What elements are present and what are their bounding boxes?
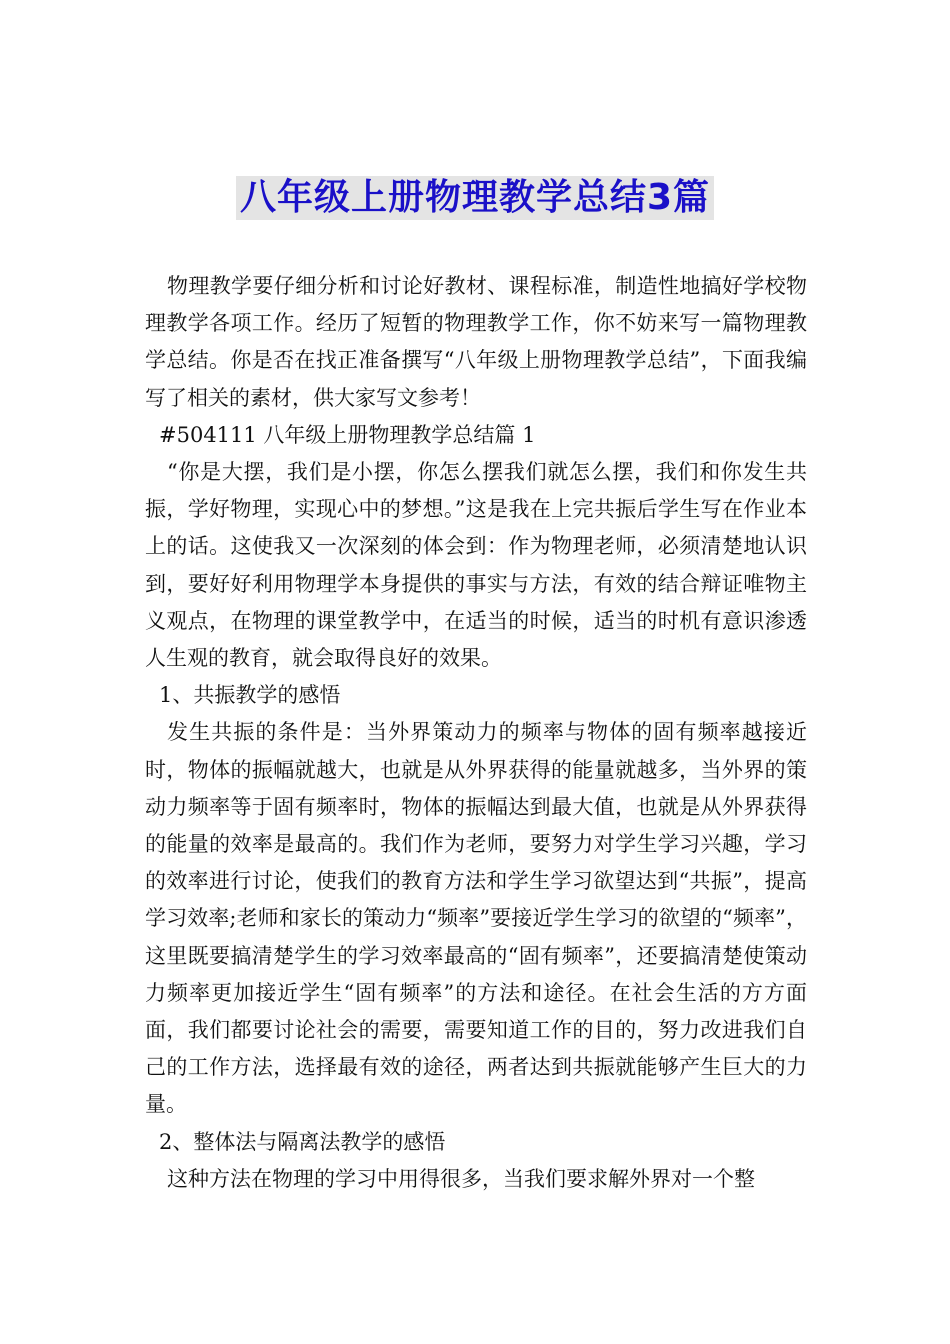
section-heading-article-1: #504111 八年级上册物理教学总结篇 1 xyxy=(159,422,536,447)
body-paragraph: “你是大摆，我们是小摆，你怎么摆我们就怎么摆，我们和你发生共振，学好物理，实现心中的梦想。”这是我在上完共振后学生写在作业本上的话。这使我又一次深刻的体会到：作为物理老师，必须清楚地认识到，要好好利用物理学本身提供的事实与方法，有效的结合辩证唯物主义观点，在物理的课堂教学中，在适当的时候，适当的时机有意识渗透人生观的教育，就会取得良好的效果。 xyxy=(145,460,807,671)
document-body xyxy=(145,268,807,1198)
body-paragraph: 这种方法在物理的学习中用得很多，当我们要求解外界对一个整 xyxy=(167,1166,755,1191)
title-container xyxy=(0,176,950,220)
subheading-whole-isolation: 2、整体法与隔离法教学的感悟 xyxy=(159,1129,446,1154)
subheading-resonance: 1、共振教学的感悟 xyxy=(159,683,341,708)
intro-paragraph: 物理教学要仔细分析和讨论好教材、课程标准，制造性地搞好学校物理教学各项工作。经历了短暂的物理教学工作，你不妨来写一篇物理教学总结。你是否在找正准备撰写“八年级上册物理教学总结”，下面我编写了相关的素材，供大家写文参考！ xyxy=(145,274,807,410)
document-title: 八年级上册物理教学总结3篇 xyxy=(236,176,714,220)
body-paragraph: 发生共振的条件是：当外界策动力的频率与物体的固有频率越接近时，物体的振幅就越大，也就是从外界获得的能量就越多，当外界的策动力频率等于固有频率时，物体的振幅达到最大值，也就是从外界获得的能量的效率是最高的。我们作为老师，要努力对学生学习兴趣，学习的效率进行讨论，使我们的教育方法和学生学习欲望达到“共振”，提高学习效率;老师和家长的策动力“频率”要接近学生学习的欲望的“频率”，这里既要搞清楚学生的学习效率最高的“固有频率”，还要搞清楚使策动力频率更加接近学生“固有频率”的方法和途径。在社会生活的方方面面，我们都要讨论社会的需要，需要知道工作的目的，努力改进我们自己的工作方法，选择最有效的途径，两者达到共振就能够产生巨大的力量。 xyxy=(145,720,807,1117)
